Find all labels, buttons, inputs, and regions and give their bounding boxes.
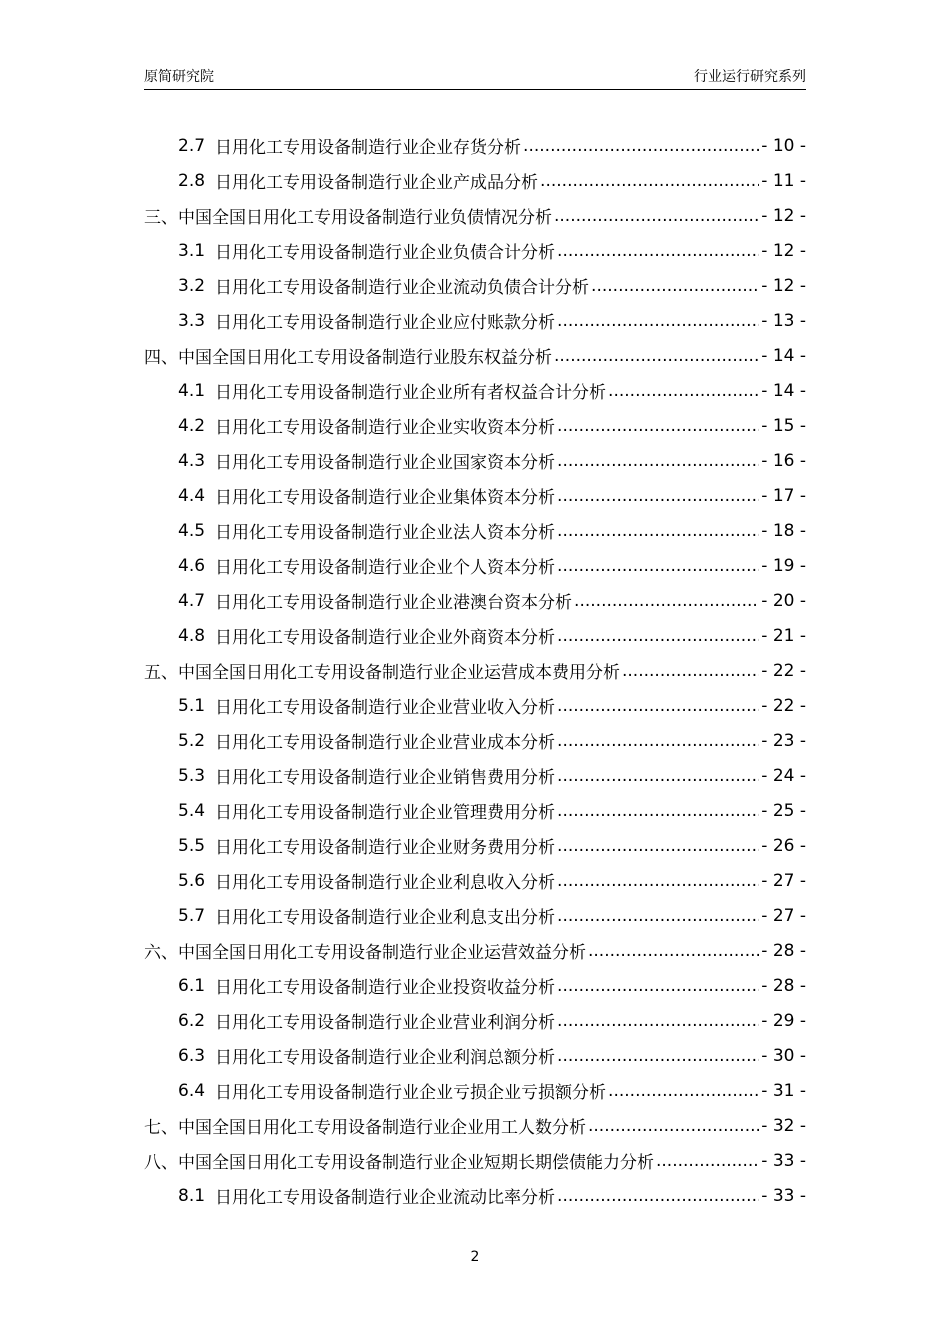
toc-entry-page: - 24 - xyxy=(761,765,806,786)
toc-entry[interactable] xyxy=(144,233,806,268)
toc-dot-leader xyxy=(591,276,759,296)
toc-entry-title: 五、中国全国日用化工专用设备制造行业企业运营成本费用分析 xyxy=(144,663,620,683)
toc-dot-leader xyxy=(557,486,759,506)
toc-entry-page: - 29 - xyxy=(761,1010,806,1031)
toc-entry[interactable] xyxy=(144,443,806,478)
toc-dot-leader xyxy=(557,241,759,261)
toc-entry-number: 5.4 xyxy=(178,800,206,821)
header-series-name: 行业运行研究系列 xyxy=(694,69,806,85)
toc-entry-page: - 25 - xyxy=(761,800,806,821)
toc-entry-page: - 27 - xyxy=(761,870,806,891)
toc-entry-title: 日用化工专用设备制造行业企业应付账款分析 xyxy=(215,313,556,333)
toc-entry[interactable] xyxy=(144,268,806,303)
toc-dot-leader xyxy=(557,976,759,996)
toc-entry-title: 日用化工专用设备制造行业企业国家资本分析 xyxy=(215,453,556,473)
toc-entry-page: - 12 - xyxy=(761,205,806,226)
toc-entry-title: 日用化工专用设备制造行业企业财务费用分析 xyxy=(215,838,556,858)
toc-entry-page: - 33 - xyxy=(761,1185,806,1206)
toc-entry[interactable] xyxy=(144,828,806,863)
toc-entry[interactable] xyxy=(144,408,806,443)
toc-entry-page: - 13 - xyxy=(761,310,806,331)
toc-entry[interactable] xyxy=(144,723,806,758)
toc-entry-page: - 30 - xyxy=(761,1045,806,1066)
toc-entry[interactable] xyxy=(144,128,806,163)
toc-entry-title: 四、中国全国日用化工专用设备制造行业股东权益分析 xyxy=(144,348,552,368)
toc-dot-leader xyxy=(554,346,759,366)
toc-entry-page: - 15 - xyxy=(761,415,806,436)
toc-dot-leader xyxy=(608,1081,759,1101)
toc-entry-number: 6.1 xyxy=(178,975,206,996)
toc-entry-title: 日用化工专用设备制造行业企业法人资本分析 xyxy=(215,523,556,543)
toc-entry[interactable] xyxy=(144,758,806,793)
toc-entry-page: - 11 - xyxy=(761,170,806,191)
toc-entry-number: 4.3 xyxy=(178,450,206,471)
toc-entry-title: 日用化工专用设备制造行业企业利润总额分析 xyxy=(215,1048,556,1068)
toc-dot-leader xyxy=(557,1186,759,1206)
toc-entry-title: 日用化工专用设备制造行业企业利息收入分析 xyxy=(215,873,556,893)
toc-entry-page: - 28 - xyxy=(761,975,806,996)
toc-entry-page: - 28 - xyxy=(761,940,806,961)
toc-entry-title: 三、中国全国日用化工专用设备制造行业负债情况分析 xyxy=(144,208,552,228)
toc-dot-leader xyxy=(557,731,759,751)
toc-entry-number: 4.7 xyxy=(178,590,206,611)
toc-entry-title: 日用化工专用设备制造行业企业个人资本分析 xyxy=(215,558,556,578)
toc-entry-title: 日用化工专用设备制造行业企业流动负债合计分析 xyxy=(215,278,590,298)
toc-entry-page: - 32 - xyxy=(761,1115,806,1136)
toc-entry-number: 6.2 xyxy=(178,1010,206,1031)
toc-entry-title: 日用化工专用设备制造行业企业营业收入分析 xyxy=(215,698,556,718)
toc-dot-leader xyxy=(557,521,759,541)
toc-dot-leader xyxy=(622,661,759,681)
toc-entry-page: - 12 - xyxy=(761,240,806,261)
page-number: 2 xyxy=(470,1249,480,1265)
toc-entry[interactable] xyxy=(144,513,806,548)
toc-dot-leader xyxy=(588,941,759,961)
toc-entry[interactable] xyxy=(144,653,806,688)
toc-entry-page: - 21 - xyxy=(761,625,806,646)
toc-entry-page: - 14 - xyxy=(761,345,806,366)
toc-entry-title: 日用化工专用设备制造行业企业所有者权益合计分析 xyxy=(215,383,607,403)
header-org-name: 原简研究院 xyxy=(144,69,214,85)
toc-entry-title: 日用化工专用设备制造行业企业港澳台资本分析 xyxy=(215,593,573,613)
toc-entry-page: - 22 - xyxy=(761,695,806,716)
toc-entry-number: 4.8 xyxy=(178,625,206,646)
header-divider xyxy=(144,89,806,90)
toc-dot-leader xyxy=(523,136,759,156)
toc-dot-leader xyxy=(557,1046,759,1066)
toc-dot-leader xyxy=(557,626,759,646)
toc-dot-leader xyxy=(557,416,759,436)
toc-entry[interactable] xyxy=(144,303,806,338)
toc-entry[interactable] xyxy=(144,198,806,233)
toc-dot-leader xyxy=(608,381,759,401)
toc-entry-title: 日用化工专用设备制造行业企业集体资本分析 xyxy=(215,488,556,508)
toc-dot-leader xyxy=(557,766,759,786)
toc-entry-number: 2.7 xyxy=(178,135,206,156)
toc-entry[interactable] xyxy=(144,548,806,583)
toc-entry-number: 5.1 xyxy=(178,695,206,716)
toc-dot-leader xyxy=(557,871,759,891)
toc-entry[interactable] xyxy=(144,793,806,828)
toc-entry-number: 6.3 xyxy=(178,1045,206,1066)
toc-entry-number: 4.1 xyxy=(178,380,206,401)
toc-entry-number: 5.7 xyxy=(178,905,206,926)
toc-entry-page: - 23 - xyxy=(761,730,806,751)
toc-entry-title: 日用化工专用设备制造行业企业外商资本分析 xyxy=(215,628,556,648)
toc-entry[interactable] xyxy=(144,1038,806,1073)
toc-dot-leader xyxy=(557,836,759,856)
toc-dot-leader xyxy=(557,801,759,821)
toc-entry-page: - 19 - xyxy=(761,555,806,576)
toc-entry-number: 5.2 xyxy=(178,730,206,751)
toc-entry-page: - 27 - xyxy=(761,905,806,926)
toc-entry[interactable] xyxy=(144,1073,806,1108)
toc-entry[interactable] xyxy=(144,1003,806,1038)
toc-entry-number: 2.8 xyxy=(178,170,206,191)
toc-dot-leader xyxy=(557,1011,759,1031)
toc-entry[interactable] xyxy=(144,1178,806,1213)
toc-dot-leader xyxy=(554,206,759,226)
toc-entry[interactable] xyxy=(144,478,806,513)
toc-entry-number: 8.1 xyxy=(178,1185,206,1206)
toc-dot-leader xyxy=(557,451,759,471)
toc-entry[interactable] xyxy=(144,898,806,933)
toc-dot-leader xyxy=(540,171,759,191)
toc-entry-title: 七、中国全国日用化工专用设备制造行业企业用工人数分析 xyxy=(144,1118,586,1138)
toc-dot-leader xyxy=(557,556,759,576)
toc-entry-title: 日用化工专用设备制造行业企业实收资本分析 xyxy=(215,418,556,438)
toc-entry-page: - 14 - xyxy=(761,380,806,401)
toc-entry-number: 4.2 xyxy=(178,415,206,436)
toc-dot-leader xyxy=(557,906,759,926)
toc-dot-leader xyxy=(557,311,759,331)
toc-dot-leader xyxy=(656,1151,759,1171)
toc-entry-number: 5.3 xyxy=(178,765,206,786)
toc-entry[interactable] xyxy=(144,863,806,898)
toc-entry-title: 日用化工专用设备制造行业企业销售费用分析 xyxy=(215,768,556,788)
toc-entry-title: 日用化工专用设备制造行业企业营业利润分析 xyxy=(215,1013,556,1033)
toc-entry[interactable] xyxy=(144,618,806,653)
toc-entry-number: 4.6 xyxy=(178,555,206,576)
toc-entry-title: 日用化工专用设备制造行业企业存货分析 xyxy=(215,138,522,158)
toc-entry-title: 日用化工专用设备制造行业企业产成品分析 xyxy=(215,173,539,193)
toc-entry-page: - 10 - xyxy=(761,135,806,156)
toc-entry-page: - 31 - xyxy=(761,1080,806,1101)
toc-entry[interactable] xyxy=(144,1108,806,1143)
toc-dot-leader xyxy=(574,591,759,611)
toc-entry[interactable] xyxy=(144,583,806,618)
toc-entry-page: - 16 - xyxy=(761,450,806,471)
toc-entry-title: 日用化工专用设备制造行业企业管理费用分析 xyxy=(215,803,556,823)
table-of-contents xyxy=(144,128,806,1213)
toc-entry-title: 日用化工专用设备制造行业企业亏损企业亏损额分析 xyxy=(215,1083,607,1103)
toc-entry-number: 4.4 xyxy=(178,485,206,506)
toc-entry-number: 3.3 xyxy=(178,310,206,331)
toc-dot-leader xyxy=(588,1116,759,1136)
toc-entry-title: 八、中国全国日用化工专用设备制造行业企业短期长期偿债能力分析 xyxy=(144,1153,654,1173)
toc-entry[interactable] xyxy=(144,933,806,968)
toc-entry[interactable] xyxy=(144,338,806,373)
toc-entry-page: - 20 - xyxy=(761,590,806,611)
toc-entry-title: 日用化工专用设备制造行业企业流动比率分析 xyxy=(215,1188,556,1208)
toc-entry-page: - 12 - xyxy=(761,275,806,296)
toc-entry-page: - 17 - xyxy=(761,485,806,506)
toc-entry-title: 日用化工专用设备制造行业企业利息支出分析 xyxy=(215,908,556,928)
toc-entry[interactable] xyxy=(144,163,806,198)
toc-entry-page: - 33 - xyxy=(761,1150,806,1171)
toc-entry-title: 日用化工专用设备制造行业企业营业成本分析 xyxy=(215,733,556,753)
toc-entry-number: 4.5 xyxy=(178,520,206,541)
toc-entry-title: 日用化工专用设备制造行业企业投资收益分析 xyxy=(215,978,556,998)
toc-entry[interactable] xyxy=(144,1143,806,1178)
toc-entry-page: - 26 - xyxy=(761,835,806,856)
toc-entry-number: 5.6 xyxy=(178,870,206,891)
toc-entry-title: 六、中国全国日用化工专用设备制造行业企业运营效益分析 xyxy=(144,943,586,963)
toc-dot-leader xyxy=(557,696,759,716)
toc-entry-number: 6.4 xyxy=(178,1080,206,1101)
toc-entry[interactable] xyxy=(144,968,806,1003)
toc-entry-number: 3.2 xyxy=(178,275,206,296)
toc-entry-number: 5.5 xyxy=(178,835,206,856)
toc-entry[interactable] xyxy=(144,373,806,408)
toc-entry-page: - 22 - xyxy=(761,660,806,681)
toc-entry-number: 3.1 xyxy=(178,240,206,261)
toc-entry-page: - 18 - xyxy=(761,520,806,541)
toc-entry-title: 日用化工专用设备制造行业企业负债合计分析 xyxy=(215,243,556,263)
toc-entry[interactable] xyxy=(144,688,806,723)
